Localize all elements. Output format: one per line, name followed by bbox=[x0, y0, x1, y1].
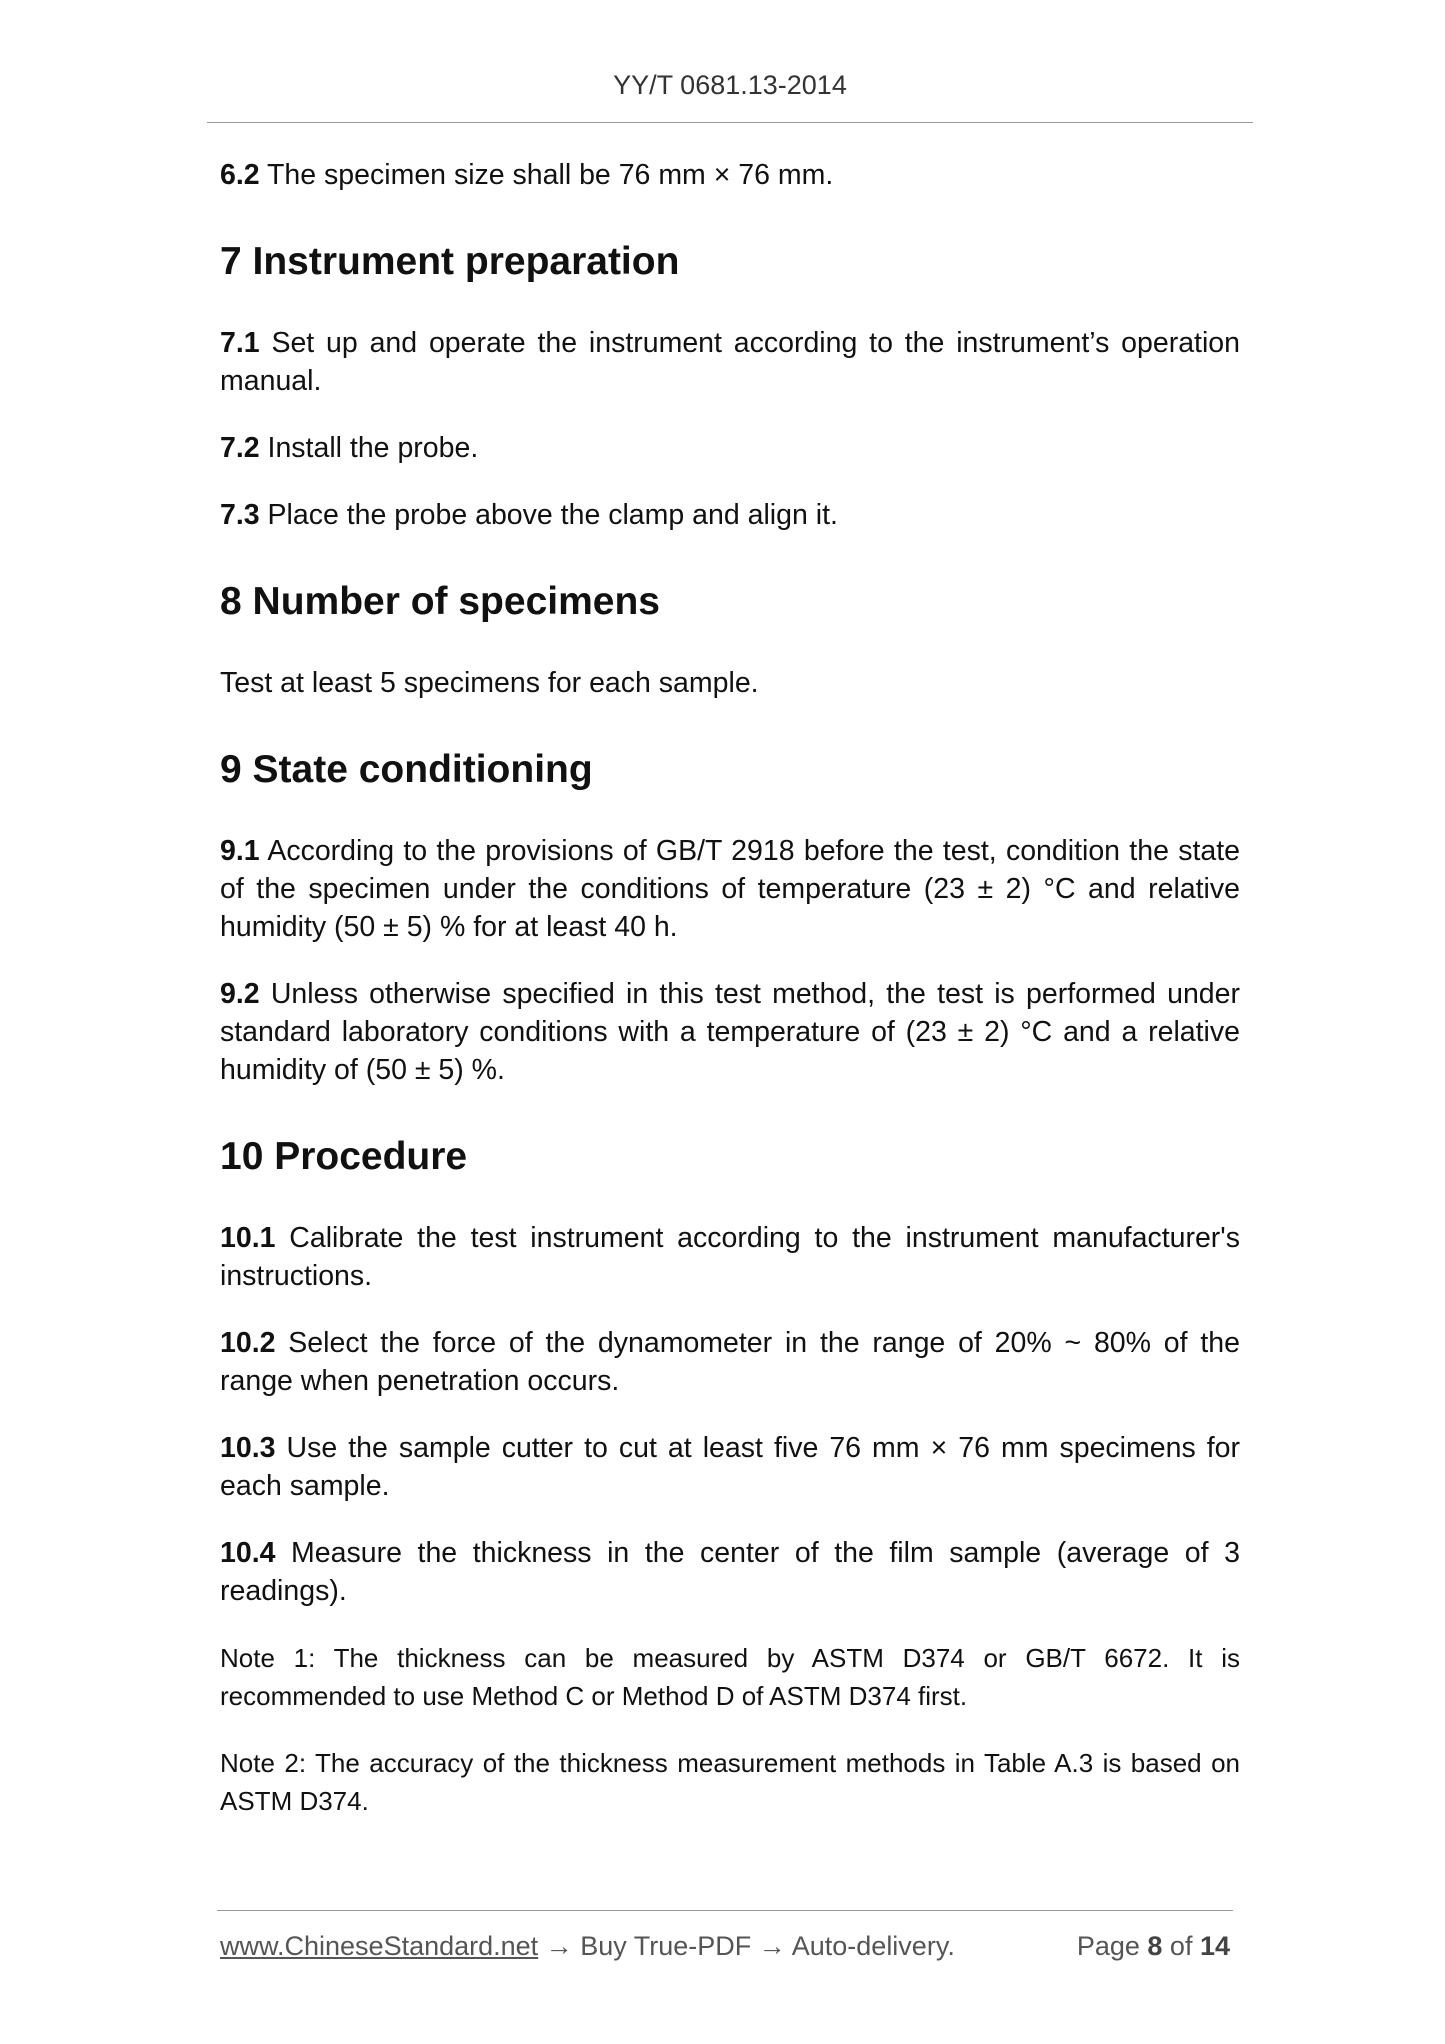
footer-divider bbox=[217, 1910, 1233, 1911]
page-total: 14 bbox=[1199, 1931, 1230, 1961]
section-8-text: Test at least 5 specimens for each sample. bbox=[220, 667, 759, 699]
note-2: Note 2: The accuracy of the thickness measurement methods in Table A.3 is based on ASTM D374. bbox=[220, 1748, 1240, 1816]
clause-text: Measure the thickness in the center of the film sample (average of 3 readings). bbox=[220, 1537, 1240, 1607]
clause-number: 7.3 bbox=[220, 499, 260, 531]
header-divider bbox=[207, 122, 1253, 123]
note-1: Note 1: The thickness can be measured by ASTM D374 or GB/T 6672. It is recommended to use Method C or Method D of ASTM D374 first. bbox=[220, 1643, 1240, 1711]
page-label: Page bbox=[1076, 1931, 1148, 1961]
clause-text: Select the force of the dynamometer in the range of 20% ~ 80% of the range when penetration occurs. bbox=[220, 1327, 1240, 1397]
clause-text: Unless otherwise specified in this test method, the test is performed under standard laboratory conditions with a temperature of (23 ± 2) °C and a relative humidity of (50 ± 5) %. bbox=[220, 978, 1240, 1086]
clause-7-3 bbox=[220, 496, 1240, 534]
clause-number: 9.1 bbox=[220, 835, 260, 867]
clause-9-1 bbox=[220, 832, 1240, 946]
clause-number: 6.2 bbox=[220, 159, 260, 191]
clause-9-2 bbox=[220, 975, 1240, 1089]
page-indicator bbox=[1077, 1928, 1230, 1964]
clause-text: Calibrate the test instrument according to the instrument manufacturer's instructions. bbox=[220, 1222, 1240, 1292]
clause-text: Set up and operate the instrument according to the instrument’s operation manual. bbox=[220, 327, 1240, 397]
clause-text: Place the probe above the clamp and align it. bbox=[259, 499, 838, 531]
clause-7-2 bbox=[220, 429, 1240, 467]
clause-number: 7.2 bbox=[220, 432, 260, 464]
clause-10-3 bbox=[220, 1429, 1240, 1505]
clause-7-1 bbox=[220, 324, 1240, 400]
clause-number: 7.1 bbox=[220, 327, 260, 359]
section-7-heading: 7 Instrument preparation bbox=[220, 240, 680, 283]
website-link[interactable]: www.ChineseStandard.net bbox=[220, 1931, 539, 1961]
clause-text: Use the sample cutter to cut at least five 76 mm × 76 mm specimens for each sample. bbox=[220, 1432, 1240, 1502]
clause-text: Install the probe. bbox=[259, 432, 479, 464]
clause-text: According to the provisions of GB/T 2918 before the test, condition the state of the specimen under the conditions of temperature (23 ± 2) °C and relative humidity (50 ± 5) % for at least 40 h. bbox=[220, 835, 1240, 943]
section-10-heading: 10 Procedure bbox=[220, 1135, 468, 1178]
notes bbox=[220, 1639, 1240, 1820]
section-8-heading: 8 Number of specimens bbox=[220, 580, 660, 623]
clause-10-2 bbox=[220, 1324, 1240, 1400]
page-footer bbox=[220, 1928, 1230, 1964]
clause-6-2 bbox=[220, 156, 1240, 194]
document-header bbox=[207, 70, 1253, 101]
section-9-heading: 9 State conditioning bbox=[220, 748, 593, 791]
clause-10-4 bbox=[220, 1534, 1240, 1610]
clause-number: 10.1 bbox=[220, 1222, 276, 1254]
page-number: 8 bbox=[1147, 1931, 1163, 1961]
clause-number: 9.2 bbox=[220, 978, 260, 1010]
clause-number: 10.4 bbox=[220, 1537, 276, 1569]
promo-text: → Buy True-PDF → Auto-delivery. bbox=[538, 1931, 955, 1961]
clause-text: The specimen size shall be 76 mm × 76 mm. bbox=[259, 159, 834, 191]
clause-10-1 bbox=[220, 1219, 1240, 1295]
page-content bbox=[220, 150, 1240, 1820]
clause-number: 10.3 bbox=[220, 1432, 276, 1464]
of-label: of bbox=[1162, 1931, 1200, 1961]
document-id: YY/T 0681.13-2014 bbox=[613, 70, 847, 100]
clause-number: 10.2 bbox=[220, 1327, 276, 1359]
